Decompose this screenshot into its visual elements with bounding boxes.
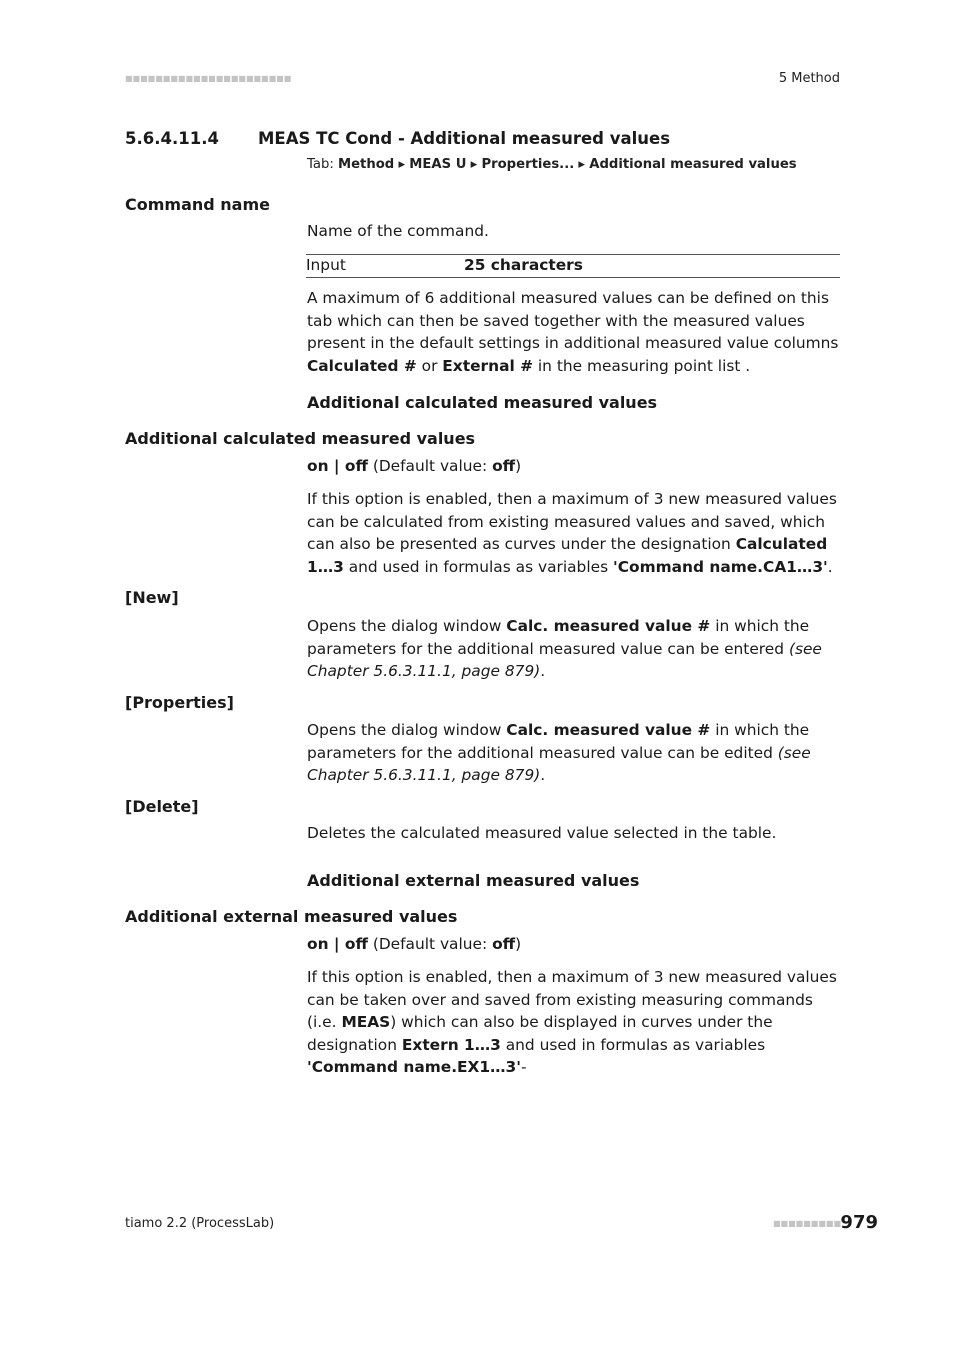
properties-paragraph: Opens the dialog window Calc. measured value # in which the parameters for the additional measured value can be edited (see Chapter 5.6.3.11.1, page 879). [307, 721, 811, 784]
tab-path-prefix: Tab: [307, 157, 334, 172]
properties-button-label: [Properties] [125, 693, 234, 712]
new-button-label: [New] [125, 588, 179, 607]
ext-paragraph: If this option is enabled, then a maximum of 3 new measured values can be taken over and saved from existing measuring commands (i.e. MEAS) which can also be displayed in curves under the designation Extern 1…3 and used in formulas as variables 'Command name.EX1…3'- [307, 968, 837, 1076]
ext-label: Additional external measured values [125, 907, 458, 926]
header-decoration: ■■■■■■■■■■■■■■■■■■■■■■ [125, 74, 292, 83]
calc-subheading: Additional calculated measured values [307, 393, 658, 412]
tab-path-meas-u: MEAS U [409, 157, 467, 172]
running-header-chapter: 5 Method [778, 71, 840, 86]
calc-label: Additional calculated measured values [125, 429, 476, 448]
delete-button-label: [Delete] [125, 797, 199, 816]
footer-decoration: ■■■■■■■■■ [773, 1219, 842, 1228]
calc-options: on | off (Default value: off) [307, 457, 522, 475]
chapter-reference-link[interactable]: (see Chapter 5.6.3.11.1, page 879) [307, 743, 811, 784]
new-paragraph: Opens the dialog window Calc. measured value # in which the parameters for the additional measured value can be entered (see Chapter 5.6.3.11.1, page 879). [307, 617, 822, 680]
section-title: MEAS TC Cond - Additional measured values [258, 129, 671, 148]
tab-path [307, 157, 797, 172]
ext-options: on | off (Default value: off) [307, 935, 522, 953]
arrow-icon: ▸ [398, 157, 406, 172]
tab-path-method: Method [337, 157, 395, 172]
command-name-desc: Name of the command. [307, 222, 489, 240]
arrow-icon: ▸ [470, 157, 478, 172]
section-number: 5.6.4.11.4 [125, 129, 219, 148]
tab-path-additional: Additional measured values [589, 157, 797, 172]
input-spec-label: Input [306, 256, 346, 274]
arrow-icon: ▸ [578, 157, 586, 172]
delete-desc: Deletes the calculated measured value selected in the table. [307, 824, 777, 842]
calc-paragraph: If this option is enabled, then a maximum of 3 new measured values can be calculated from existing measured values and saved, which can also be presented as curves under the designation Calculated 1…3 and used in formulas as variables 'Command name.CA1…3'. [307, 490, 837, 576]
input-spec-table [306, 254, 840, 278]
chapter-reference-link[interactable]: (see Chapter 5.6.3.11.1, page 879) [307, 639, 822, 680]
ext-subheading: Additional external measured values [307, 871, 640, 890]
page-number: 979 [840, 1212, 878, 1233]
command-name-label: Command name [125, 195, 270, 214]
intro-paragraph: A maximum of 6 additional measured values can be defined on this tab which can then be saved together with the measured values present in the default settings in additional measured value columns Calculated # or External # in the measuring point list . [307, 289, 839, 375]
tab-path-properties: Properties... [481, 157, 575, 172]
input-spec-value: 25 characters [464, 256, 583, 274]
footer-product: tiamo 2.2 (ProcessLab) [125, 1216, 275, 1231]
